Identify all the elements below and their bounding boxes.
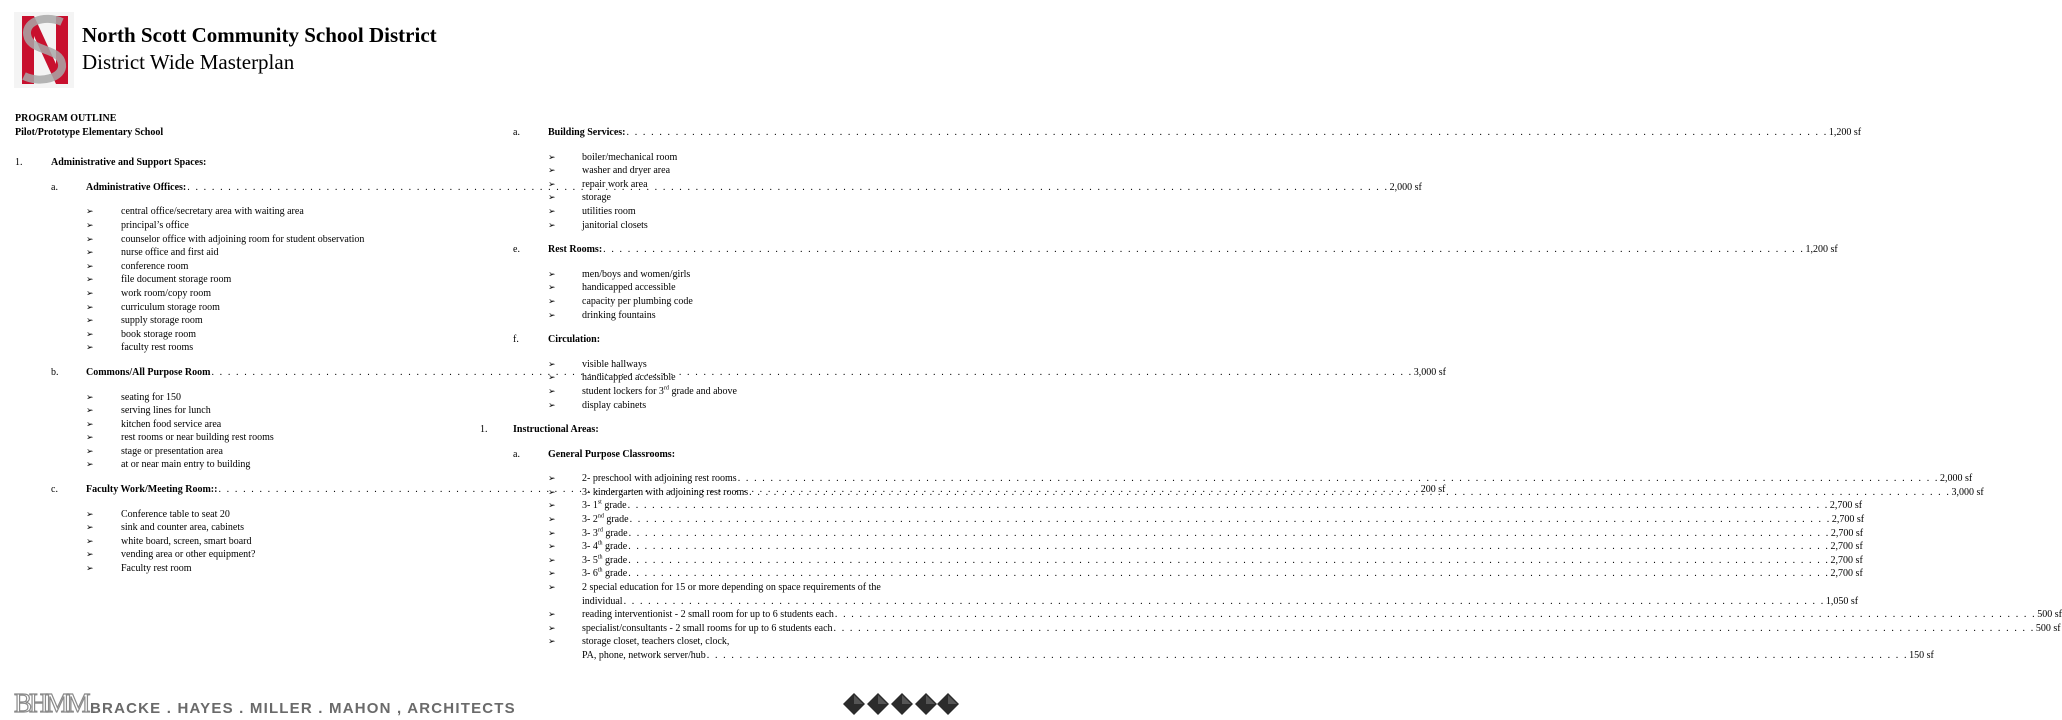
list-item <box>15 287 475 301</box>
classroom-leader-line <box>582 513 1865 527</box>
space-label: Commons/All Purpose Room <box>86 366 211 378</box>
classroom-item <box>480 540 1863 554</box>
list-item <box>480 371 920 385</box>
list-item <box>480 164 920 178</box>
classroom-text: reading interventionist - 2 small room for up to 6 students each <box>582 609 834 621</box>
bullet-icon: ➢ <box>86 301 94 312</box>
list-item-text: janitorial closets <box>582 219 648 231</box>
classroom-leader-line <box>582 608 2062 622</box>
list-item <box>15 205 475 219</box>
section-heading <box>15 156 475 170</box>
list-item-text: supply storage room <box>121 315 203 327</box>
classroom-item <box>480 567 1863 581</box>
list-item <box>15 219 475 233</box>
bullet-icon: ➢ <box>548 151 556 162</box>
outline-heading: PROGRAM OUTLINE <box>15 113 117 124</box>
bullet-icon: ➢ <box>86 563 94 574</box>
list-item-text: curriculum storage room <box>121 301 220 313</box>
bullet-icon: ➢ <box>548 514 556 525</box>
bullet-icon: ➢ <box>548 500 556 511</box>
classroom-grade-word: grade <box>602 568 628 580</box>
list-item-text: repair work area <box>582 178 648 190</box>
space-letter: a. <box>513 448 520 460</box>
classroom-grade-word: grade <box>603 514 629 526</box>
classroom-label <box>582 486 748 500</box>
list-item <box>480 191 920 205</box>
space-heading <box>480 126 1862 140</box>
ordinal-suffix: nd <box>597 513 604 520</box>
list-item <box>15 508 475 522</box>
classroom-item <box>480 608 2062 622</box>
list-item <box>15 521 475 535</box>
list-item <box>480 281 920 295</box>
classroom-grade-word: grade <box>602 541 628 553</box>
classroom-item <box>480 635 920 649</box>
bullet-icon: ➢ <box>548 399 556 410</box>
bullet-icon: ➢ <box>548 268 556 279</box>
classroom-area: 2,700 sf <box>1831 514 1865 526</box>
page-title: North Scott Community School District <box>82 23 437 47</box>
bullet-icon: ➢ <box>548 609 556 620</box>
list-item-text: stage or presentation area <box>121 445 223 457</box>
section-heading <box>480 423 920 437</box>
space-heading <box>480 333 920 347</box>
bullet-icon: ➢ <box>86 328 94 339</box>
classroom-grade: 3- 5 <box>582 554 598 566</box>
list-item <box>480 205 920 219</box>
classroom-area: 500 sf <box>2037 609 2062 621</box>
space-label: Faculty Work/Meeting Room:: <box>86 484 218 496</box>
list-item <box>15 260 475 274</box>
classroom-text: 3- kindergarten with adjoining rest rooms <box>582 486 749 498</box>
bullet-icon: ➢ <box>548 486 556 497</box>
classroom-area: 3,000 sf <box>1951 486 1984 498</box>
list-item <box>480 178 920 192</box>
list-item <box>15 233 475 247</box>
list-item-text: faculty rest rooms <box>121 342 194 354</box>
list-item-text: student lockers for 3rd grade and above <box>582 385 737 397</box>
bullet-icon: ➢ <box>548 219 556 230</box>
space-leader-line <box>548 126 1862 140</box>
list-item-text: kitchen food service area <box>121 418 222 430</box>
space-label: General Purpose Classrooms: <box>548 448 676 460</box>
classroom-leader-line <box>582 472 1973 486</box>
space-letter: e. <box>513 244 520 256</box>
classroom-label <box>582 472 737 486</box>
classroom-grade: 3- 3 <box>582 527 598 539</box>
list-item-text: washer and dryer area <box>582 165 671 177</box>
classroom-area: 2,700 sf <box>1830 527 1864 539</box>
classroom-leader-line <box>582 649 1934 663</box>
bullet-icon: ➢ <box>548 372 556 383</box>
list-item <box>480 219 920 233</box>
bullet-icon: ➢ <box>86 342 94 353</box>
classroom-text: PA, phone, network server/hub <box>582 650 706 661</box>
list-item <box>15 301 475 315</box>
classroom-grade: 3- 2 <box>582 514 598 526</box>
list-item <box>15 404 475 418</box>
space-letter: b. <box>51 366 59 378</box>
classroom-leader-line <box>582 595 1859 609</box>
section-number: 1. <box>15 157 23 169</box>
classroom-grade: 3- 1 <box>582 500 598 512</box>
bullet-icon: ➢ <box>548 165 556 176</box>
dot-leader <box>749 486 1950 500</box>
ordinal-suffix: th <box>597 568 603 575</box>
list-item <box>15 445 475 459</box>
list-item-text: white board, screen, smart board <box>121 535 252 547</box>
space-area: 1,200 sf <box>1828 127 1862 138</box>
classroom-leader-line <box>582 567 1863 581</box>
space-label: Circulation: <box>548 334 601 346</box>
classroom-item <box>480 554 1863 568</box>
classroom-item <box>480 472 1973 486</box>
space-area: 2,000 sf <box>1389 181 1422 193</box>
list-item-text: counselor office with adjoining room for student observation <box>121 233 365 245</box>
list-item <box>480 295 920 309</box>
dot-leader <box>628 540 1829 554</box>
bullet-icon: ➢ <box>86 219 94 230</box>
classroom-item <box>480 527 1864 541</box>
list-item <box>15 273 475 287</box>
classroom-label <box>582 554 627 568</box>
space-area: 3,000 sf <box>1413 366 1446 378</box>
list-item-text: rest rooms or near building rest rooms <box>121 432 274 444</box>
list-item <box>15 431 475 445</box>
list-item <box>15 458 475 472</box>
bullet-icon: ➢ <box>86 432 94 443</box>
classroom-leader-line <box>582 527 1864 541</box>
space-letter: a. <box>513 127 520 138</box>
dot-leader <box>834 622 2035 636</box>
list-item <box>480 358 920 372</box>
list-item <box>15 418 475 432</box>
dot-leader <box>628 554 1829 568</box>
list-item-text: men/boys and women/girls <box>582 268 691 280</box>
classroom-area: 150 sf <box>1909 650 1934 661</box>
list-item-text: display cabinets <box>582 399 647 411</box>
dot-leader <box>628 567 1829 581</box>
list-item-text: Conference table to seat 20 <box>121 508 230 520</box>
right-column <box>480 126 2062 663</box>
space-label: Rest Rooms: <box>548 244 603 256</box>
ordinal-suffix: st <box>597 500 602 507</box>
list-item <box>15 535 475 549</box>
list-item <box>480 309 920 323</box>
list-item <box>480 151 920 165</box>
list-item-tail: grade and above <box>668 385 737 397</box>
nav-diamond-icon[interactable] <box>842 692 866 716</box>
dot-leader <box>630 513 1831 527</box>
bullet-icon: ➢ <box>86 405 94 416</box>
list-item-text: storage <box>582 192 611 204</box>
dot-leader <box>835 608 2036 622</box>
ordinal-suffix: th <box>597 540 603 547</box>
dot-leader <box>627 126 1828 140</box>
classroom-area: 2,700 sf <box>1830 568 1863 580</box>
bullet-icon: ➢ <box>86 274 94 285</box>
classroom-item <box>480 581 920 595</box>
section-number: 1. <box>480 424 488 436</box>
space-letter: a. <box>51 181 58 193</box>
bullet-icon: ➢ <box>86 391 94 402</box>
space-heading <box>480 243 1838 257</box>
space-area: 1,200 sf <box>1805 244 1838 256</box>
bullet-icon: ➢ <box>548 385 556 396</box>
bullet-icon: ➢ <box>86 260 94 271</box>
classroom-grade-word: grade <box>602 527 628 539</box>
list-item-text: conference room <box>121 260 189 272</box>
classroom-label <box>582 608 834 622</box>
list-item-text: vending area or other equipment? <box>121 549 256 561</box>
list-item-text: handicapped accessible <box>582 282 676 294</box>
nav-diamond-icon[interactable] <box>890 692 914 716</box>
district-logo <box>14 12 74 88</box>
dot-leader <box>624 595 1825 609</box>
bullet-icon: ➢ <box>548 358 556 369</box>
bullet-icon: ➢ <box>86 206 94 217</box>
classroom-item <box>480 649 1934 663</box>
classroom-area: 2,000 sf <box>1940 473 1973 485</box>
dot-leader <box>629 527 1830 541</box>
page-header <box>0 0 960 100</box>
list-item-text: book storage room <box>121 328 196 340</box>
classroom-grade-word: grade <box>602 554 628 566</box>
section-label: Administrative and Support Spaces: <box>51 157 207 169</box>
classroom-item <box>480 595 1859 609</box>
svg-text:BHMM: BHMM <box>14 688 88 718</box>
classroom-label <box>582 527 628 541</box>
ordinal-suffix: rd <box>597 527 603 534</box>
bullet-icon: ➢ <box>548 582 556 593</box>
list-item-text: handicapped accessible <box>582 372 676 384</box>
bullet-icon: ➢ <box>548 205 556 216</box>
outline-subheading: Pilot/Prototype Elementary School <box>15 126 164 138</box>
bullet-icon: ➢ <box>548 541 556 552</box>
space-leader-line <box>548 243 1838 257</box>
list-item-text: central office/secretary area with waiting area <box>121 206 304 218</box>
page-subtitle: District Wide Masterplan <box>82 50 295 74</box>
list-item-text: boiler/mechanical room <box>582 151 678 163</box>
classroom-grade: 3- 4 <box>582 541 598 553</box>
list-item <box>15 391 475 405</box>
bullet-icon: ➢ <box>86 549 94 560</box>
classroom-text: specialist/consultants - 2 small rooms for up to 6 students each <box>582 622 833 634</box>
bullet-icon: ➢ <box>548 636 556 647</box>
bullet-icon: ➢ <box>548 309 556 320</box>
list-item <box>15 246 475 260</box>
classroom-label <box>582 513 629 527</box>
classroom-leader-line <box>582 540 1863 554</box>
space-label: Building Services: <box>548 127 626 138</box>
list-item <box>480 399 920 413</box>
bullet-icon: ➢ <box>86 445 94 456</box>
space-heading <box>480 448 920 462</box>
list-item-text: at or near main entry to building <box>121 459 251 471</box>
classroom-item <box>480 622 2061 636</box>
list-item-text: 2 special education for 15 or more depending on space requirements of the <box>582 582 881 594</box>
dot-leader <box>738 472 1939 486</box>
bullet-icon: ➢ <box>86 418 94 429</box>
classroom-label <box>582 649 706 663</box>
bullet-icon: ➢ <box>548 554 556 565</box>
list-item-text: serving lines for lunch <box>121 405 211 417</box>
list-item <box>15 562 475 576</box>
classroom-area: 500 sf <box>2035 622 2061 634</box>
classroom-leader-line <box>582 554 1863 568</box>
bullet-icon: ➢ <box>548 192 556 203</box>
list-item <box>15 341 475 355</box>
nav-diamond-icon[interactable] <box>936 692 960 716</box>
list-item <box>15 548 475 562</box>
dot-leader <box>707 649 1908 663</box>
bullet-icon: ➢ <box>548 568 556 579</box>
bullet-icon: ➢ <box>86 459 94 470</box>
classroom-item <box>480 513 1865 527</box>
classroom-grade-word: grade <box>601 500 627 512</box>
list-item-text: work room/copy room <box>121 287 211 299</box>
list-item-text: utilities room <box>582 205 636 217</box>
bullet-icon: ➢ <box>548 473 556 484</box>
list-item-text: drinking fountains <box>582 309 656 321</box>
dot-leader <box>628 499 1829 513</box>
bullet-icon: ➢ <box>548 178 556 189</box>
classroom-leader-line <box>582 622 2061 636</box>
firm-name: BRACKE . HAYES . MILLER . MAHON , ARCHITECTS <box>90 700 516 717</box>
ordinal-suffix: rd <box>663 385 669 392</box>
classroom-item <box>480 499 1863 513</box>
bullet-icon: ➢ <box>548 295 556 306</box>
dot-leader <box>603 243 1804 257</box>
list-item <box>480 268 920 282</box>
classroom-label <box>582 540 627 554</box>
bullet-icon: ➢ <box>86 247 94 258</box>
classroom-label <box>582 622 833 636</box>
list-item <box>15 314 475 328</box>
classroom-area: 2,700 sf <box>1830 541 1863 553</box>
bullet-icon: ➢ <box>86 315 94 326</box>
list-item <box>15 328 475 342</box>
list-item-text: Faculty rest room <box>121 563 192 575</box>
section-label: Instructional Areas: <box>513 424 599 436</box>
ordinal-suffix: th <box>597 554 603 561</box>
classroom-area: 2,700 sf <box>1830 554 1863 566</box>
bullet-icon: ➢ <box>548 282 556 293</box>
classroom-leader-line <box>582 499 1863 513</box>
nav-diamond-icon[interactable] <box>866 692 890 716</box>
bullet-icon: ➢ <box>548 527 556 538</box>
classroom-label <box>582 499 627 513</box>
space-area: 200 sf <box>1420 484 1446 496</box>
space-letter: f. <box>513 334 519 346</box>
classroom-area: 1,050 sf <box>1825 595 1859 607</box>
bullet-icon: ➢ <box>86 535 94 546</box>
classroom-label <box>582 595 623 609</box>
list-item-text: capacity per plumbing code <box>582 295 693 307</box>
bullet-icon: ➢ <box>86 233 94 244</box>
classroom-text: individual <box>582 595 623 607</box>
list-item-text: sink and counter area, cabinets <box>121 522 245 534</box>
list-item-text: seating for 150 <box>121 391 181 403</box>
bullet-icon: ➢ <box>86 508 94 519</box>
list-item-text: nurse office and first aid <box>121 247 219 259</box>
list-item-text: storage closet, teachers closet, clock, <box>582 636 730 648</box>
bullet-icon: ➢ <box>86 287 94 298</box>
bullet-icon: ➢ <box>86 522 94 533</box>
classroom-label <box>582 567 627 581</box>
classroom-grade: 3- 6 <box>582 568 598 580</box>
list-item-text: visible hallways <box>582 358 647 370</box>
classroom-area: 2,700 sf <box>1829 500 1863 512</box>
space-letter: c. <box>51 484 58 496</box>
firm-logo <box>14 688 88 718</box>
nav-diamond-icon[interactable] <box>914 692 938 716</box>
list-item-text: file document storage room <box>121 274 232 286</box>
classroom-text: 2- preschool with adjoining rest rooms <box>582 473 737 485</box>
list-item <box>480 385 920 399</box>
bullet-icon: ➢ <box>548 622 556 633</box>
space-label: Administrative Offices: <box>86 181 187 193</box>
list-item-text: principal’s office <box>121 219 189 231</box>
